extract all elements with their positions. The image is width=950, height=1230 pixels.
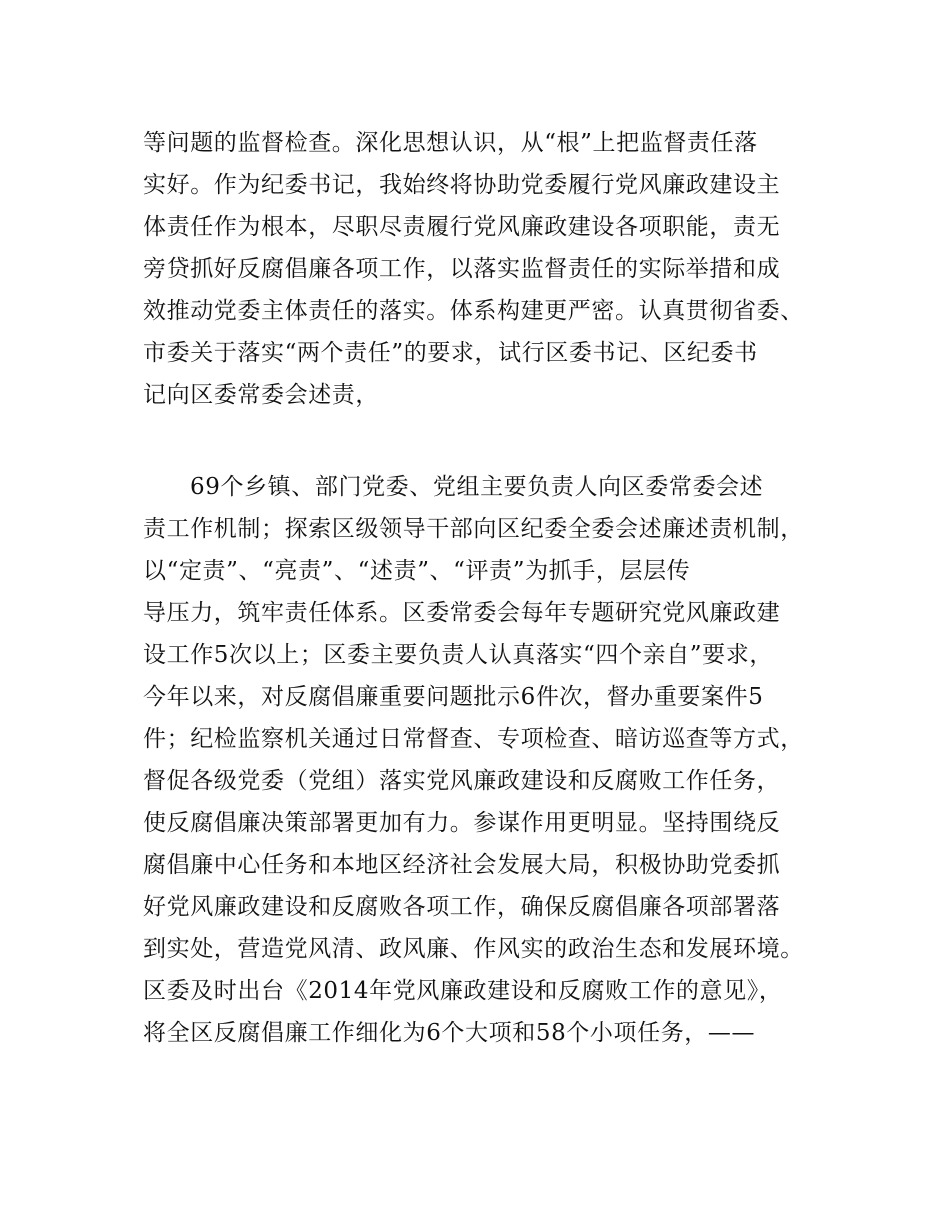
- text-line: 效推动党委主体责任的落实。体系构建更严密。认真贯彻省委、: [143, 298, 804, 324]
- text-line: 体责任作为根本，尽职尽责履行党风廉政建设各项职能，责无: [143, 214, 781, 240]
- text-line: 今年以来，对反腐倡廉重要问题批示6件次，督办重要案件5: [143, 684, 764, 710]
- text-line: 使反腐倡廉决策部署更加有力。参谋作用更明显。坚持围绕反: [143, 810, 781, 836]
- text-line: 导压力，筑牢责任体系。区委常委会每年专题研究党风廉政建: [143, 600, 781, 626]
- text-line: 等问题的监督检查。深化思想认识，从“根”上把监督责任落: [143, 130, 758, 156]
- text-line: 督促各级党委（党组）落实党风廉政建设和反腐败工作任务，: [143, 768, 781, 794]
- text-line: 腐倡廉中心任务和本地区经济社会发展大局，积极协助党委抓: [143, 852, 781, 878]
- text-line: 实好。作为纪委书记，我始终将协助党委履行党风廉政建设主: [143, 172, 781, 198]
- text-line: 69个乡镇、部门党委、党组主要负责人向区委常委会述: [190, 474, 764, 500]
- text-line: 设工作5次以上；区委主要负责人认真落实“四个亲自”要求，: [143, 642, 773, 668]
- text-line: 市委关于落实“两个责任”的要求，试行区委书记、区纪委书: [143, 340, 758, 366]
- text-line: 到实处，营造党风清、政风廉、作风实的政治生态和发展环境。: [143, 936, 804, 962]
- text-line: 以“定责”、“亮责”、“述责”、“评责”为抓手，层层传: [143, 558, 691, 584]
- text-line: 件；纪检监察机关通过日常督查、专项检查、暗访巡查等方式，: [143, 726, 804, 752]
- text-line: 区委及时出台《2014年党风廉政建设和反腐败工作的意见》，: [143, 978, 783, 1004]
- text-line: 旁贷抓好反腐倡廉各项工作，以落实监督责任的实际举措和成: [143, 256, 781, 282]
- text-line: 好党风廉政建设和反腐败各项工作，确保反腐倡廉各项部署落: [143, 894, 781, 920]
- text-line: 记向区委常委会述责，: [143, 382, 379, 408]
- text-line: 将全区反腐倡廉工作细化为6个大项和58个小项任务，——: [143, 1020, 756, 1046]
- text-line: 责工作机制；探索区级领导干部向区纪委全委会述廉述责机制，: [143, 516, 804, 542]
